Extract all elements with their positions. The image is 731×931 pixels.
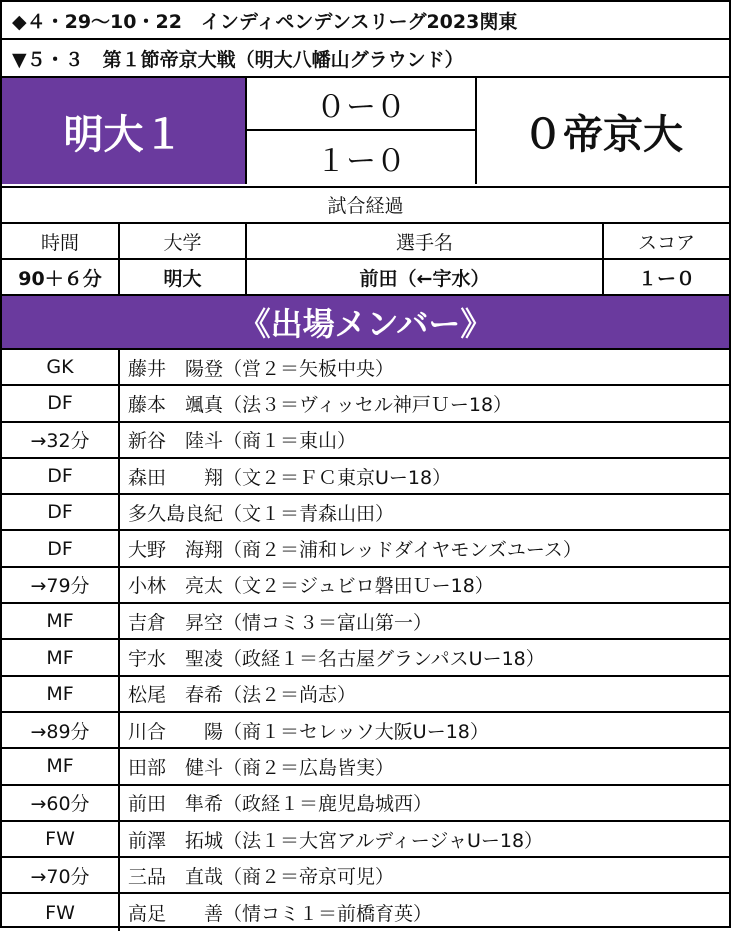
- member-info: 藤井 陽登（営２＝矢板中央）: [128, 357, 395, 380]
- member-position: MF: [2, 640, 120, 674]
- member-row: [2, 386, 729, 422]
- member-row: [2, 568, 729, 604]
- member-row: [2, 531, 729, 567]
- goal-time: 90＋６分: [2, 260, 120, 294]
- member-position: MF: [2, 604, 120, 638]
- col-university-header: 大学: [120, 224, 247, 258]
- member-position: →70分: [2, 858, 120, 892]
- member-position: DF: [2, 386, 120, 420]
- goal-university: 明大: [120, 260, 247, 294]
- member-position: DF: [2, 531, 120, 565]
- member-info: 大野 海翔（商２＝浦和レッドダイヤモンズユース）: [128, 539, 582, 562]
- members-title: 《出場メンバー》: [2, 296, 729, 350]
- member-position: →32分: [2, 423, 120, 457]
- member-position: FW: [2, 894, 120, 930]
- league-heading: ◆４・29〜10・22 インディペンデンスリーグ2023関東: [2, 2, 729, 40]
- member-row: [2, 677, 729, 713]
- member-row: [2, 858, 729, 894]
- member-info: 川合 陽（商１＝セレッソ大阪Uー18）: [128, 720, 489, 743]
- scoreboard: [2, 78, 729, 188]
- member-position: GK: [2, 350, 120, 384]
- member-info: 森田 翔（文２＝ＦＣ東京Uー18）: [128, 466, 452, 489]
- member-position: MF: [2, 749, 120, 783]
- member-info: 小林 亮太（文２＝ジュビロ磐田Ｕー18）: [128, 575, 494, 598]
- member-row: [2, 749, 729, 785]
- second-half-score: １ー０: [247, 131, 477, 184]
- member-info: 多久島良紀（文１＝青森山田）: [128, 502, 395, 525]
- member-info: 吉倉 昇空（情コミ３＝富山第一）: [128, 611, 433, 634]
- col-player-header: 選手名: [247, 224, 604, 258]
- member-row: [2, 640, 729, 676]
- goal-player: 前田（←宇水）: [247, 260, 604, 294]
- member-position: FW: [2, 822, 120, 856]
- member-row: [2, 894, 729, 930]
- member-position: DF: [2, 459, 120, 493]
- member-list: [2, 350, 729, 931]
- member-row: [2, 350, 729, 386]
- member-info: 新谷 陸斗（商１＝東山）: [128, 430, 357, 453]
- home-team-score: 明大１: [2, 78, 247, 184]
- member-row: [2, 604, 729, 640]
- member-info: 高足 善（情コミ１＝前橋育英）: [128, 903, 433, 926]
- member-position: →79分: [2, 568, 120, 602]
- member-row: [2, 423, 729, 459]
- member-row: [2, 459, 729, 495]
- member-row: [2, 495, 729, 531]
- col-time-header: 時間: [2, 224, 120, 258]
- member-info: 松尾 春希（法２＝尚志）: [128, 684, 357, 707]
- member-info: 三品 直哉（商２＝帝京可児）: [128, 865, 395, 888]
- member-row: [2, 786, 729, 822]
- match-heading: ▼５・３ 第１節帝京大戦（明大八幡山グラウンド）: [2, 40, 729, 78]
- goal-table-header: [2, 224, 729, 260]
- member-info: 田部 健斗（商２＝広島皆実）: [128, 756, 395, 779]
- member-info: 前田 隼希（政経１＝鹿児島城西）: [128, 793, 433, 816]
- member-position: DF: [2, 495, 120, 529]
- first-half-score: ０ー０: [247, 78, 477, 131]
- member-position: →89分: [2, 713, 120, 747]
- member-position: MF: [2, 677, 120, 711]
- col-score-header: スコア: [637, 231, 695, 254]
- member-position: →60分: [2, 786, 120, 820]
- progress-title: 試合経過: [2, 186, 729, 224]
- member-info: 宇水 聖凌（政経１＝名古屋グランパスUー18）: [128, 648, 545, 671]
- member-row: [2, 713, 729, 749]
- goal-score: １ー０: [637, 267, 695, 290]
- member-info: 藤本 颯真（法３＝ヴィッセル神戸Ｕー18）: [128, 393, 513, 416]
- goal-row: [2, 260, 729, 296]
- member-info: 前澤 拓城（法１＝大宮アルディージャUー18）: [128, 829, 544, 852]
- member-row: [2, 822, 729, 858]
- away-team-score: ０帝京大: [523, 111, 683, 158]
